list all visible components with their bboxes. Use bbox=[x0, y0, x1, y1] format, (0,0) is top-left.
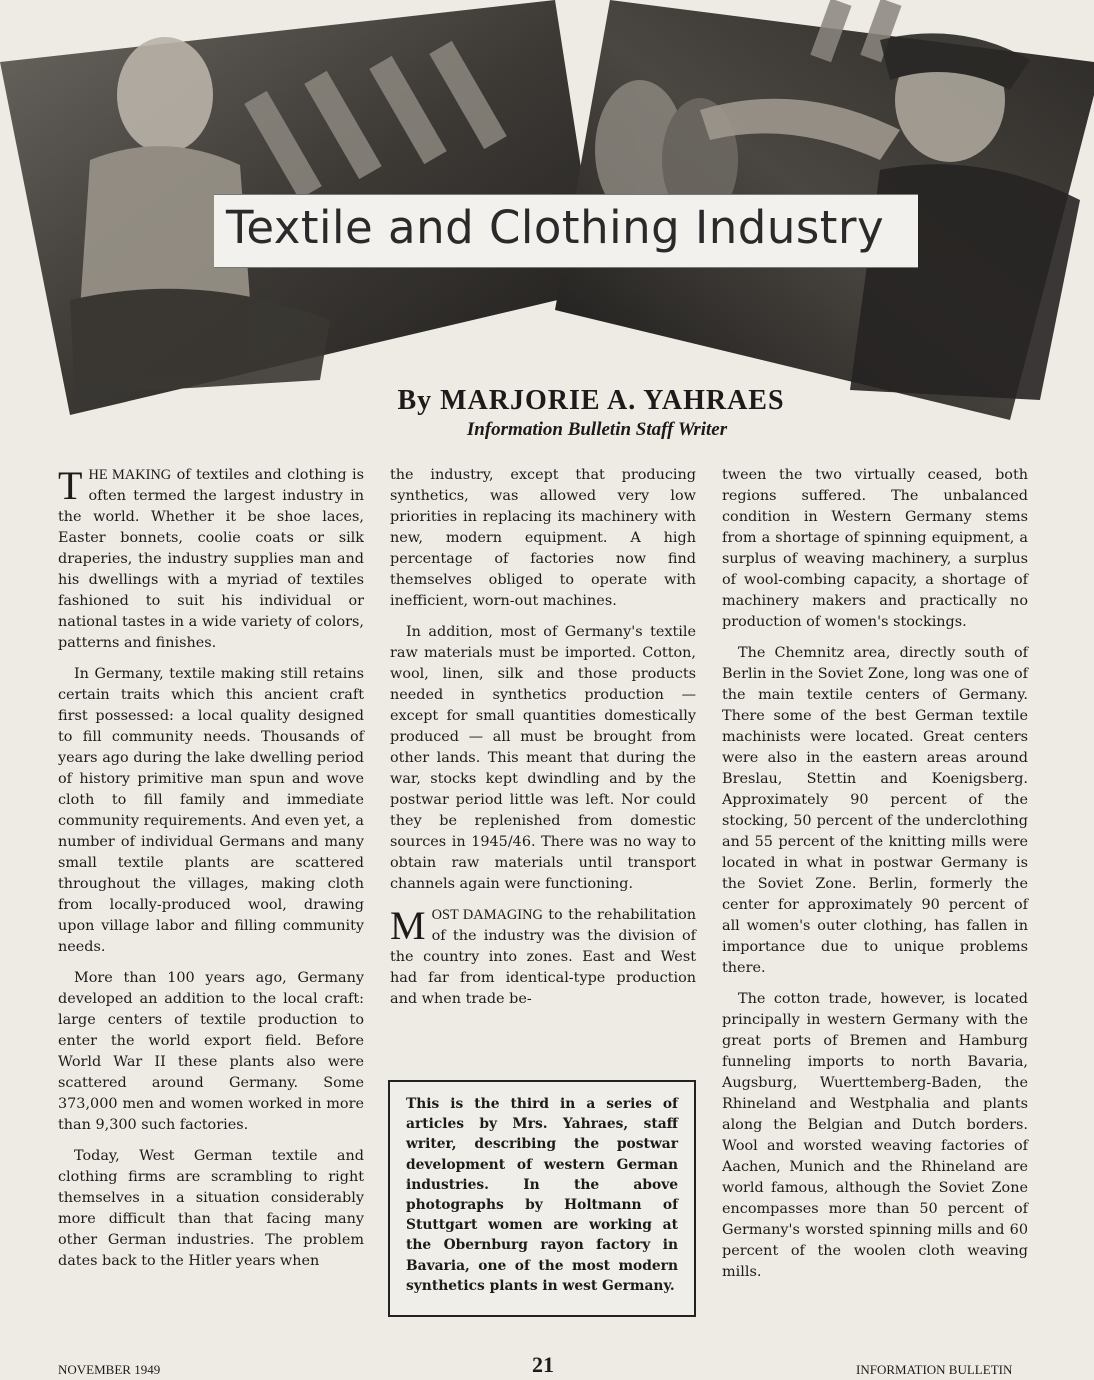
paragraph-text: of textiles and clothing is often termed the largest industry in the world. Whether it be shoe laces, Easter bonnets, coolie coats or silk draperies, the industry supplies man and his dwellings with a myriad of textiles fashioned to suit his individual or national tastes in a wide variety of colors, patterns and finishes. bbox=[58, 467, 364, 651]
paragraph bbox=[390, 905, 696, 1010]
paragraph: More than 100 years ago, Germany developed an addition to the local craft: large centers of textile production to enter the world export field. Before World War II these plants also were scattered around Germany. Some 373,000 men and women worked in more than 9,300 such factories. bbox=[58, 970, 364, 1133]
lead-in: HE MAKING bbox=[88, 467, 172, 483]
paragraph: The Chemnitz area, directly south of Berlin in the Soviet Zone, long was one of the main textile centers of Germany. There some of the best German textile machinists were located. Great centers were also in the eastern areas around Breslau, Stettin and Koenigsberg. Approximately 90 percent of the stocking, 50 percent of the underclothing and 55 percent of the knitting mills were located in what in postwar Germany is the Soviet Zone. Berlin, formerly the center for approximately 90 percent of all women's outer clothing, has fallen in importance due to unique problems there. bbox=[722, 645, 1028, 976]
drop-cap: M bbox=[390, 903, 426, 948]
paragraph bbox=[58, 465, 364, 654]
sidebar-note bbox=[388, 1080, 696, 1317]
byline bbox=[0, 385, 1094, 441]
footer-publication: INFORMATION BULLETIN bbox=[856, 1362, 1013, 1377]
article-column-1 bbox=[58, 465, 364, 1282]
author-name: By MARJORIE A. YAHRAES bbox=[397, 385, 785, 416]
sidebar-text: This is the third in a series of articles by Mrs. Yahraes, staff writer, describing the postwar development of western German industries. In the above photographs by Holtmann of Stuttgart women are working at the Obernburg rayon factory in Bavaria, one of the most modern synthetics plants in west Germany. bbox=[406, 1096, 678, 1294]
photo-banner bbox=[0, 0, 1094, 420]
paragraph: The cotton trade, however, is located principally in western Germany with the great ports of Bremen and Hamburg funneling imports to north Bavaria, Augsburg, Wuerttemberg-Baden, the Rhineland and Westphalia and plants along the Belgian and Dutch borders. Wool and worsted weaving factories of Aachen, Munich and the Rhineland are world famous, although the Soviet Zone encompasses more than 50 percent of Germany's worsted spinning mills and 60 percent of the woolen cloth weaving mills. bbox=[722, 991, 1028, 1280]
article-column-3 bbox=[722, 465, 1028, 1293]
paragraph: In Germany, textile making still retains certain traits which this ancient craft first possessed: a local quality designed to fill community needs. Thousands of years ago during the lake dwelling period of history primitive man spun and wove cloth to fill family and immediate community requirements. And even yet, a number of individual Germans and many small textile plants are scattered throughout the villages, making cloth from locally-produced wool, drawing upon village labor and filling community needs. bbox=[58, 666, 364, 955]
footer-date: NOVEMBER 1949 bbox=[58, 1362, 161, 1377]
article-column-2 bbox=[390, 465, 696, 1020]
drop-cap: T bbox=[58, 463, 83, 508]
author-role: Information Bulletin Staff Writer bbox=[466, 419, 728, 440]
paragraph: In addition, most of Germany's textile raw materials must be imported. Cotton, wool, linen, silk and those products needed in synthetics production — except for small quantities domestically produced — all must be brought from other lands. This meant that during the war, stocks kept dwindling and by the postwar period little was left. Nor could they be replenished from domestic sources in 1945/46. There was no way to obtain raw materials until transport channels again were functioning. bbox=[390, 624, 696, 892]
page-number: 21 bbox=[532, 1352, 554, 1377]
paragraph: the industry, except that producing synthetics, was allowed very low priorities in replacing its machinery with new, modern equipment. A high percentage of factories now find themselves obliged to operate with inefficient, worn-out machines. bbox=[390, 467, 696, 609]
paragraph-text: to the rehabilitation of the industry was the division of the country into zones. East and West had far from identical-type production and when trade be- bbox=[390, 907, 697, 1007]
lead-in: OST DAMAGING bbox=[431, 907, 543, 923]
article-title: Textile and Clothing Industry bbox=[226, 201, 885, 254]
title-banner bbox=[214, 194, 918, 268]
paragraph: tween the two virtually ceased, both regions suffered. The unbalanced condition in Western Germany stems from a shortage of spinning equipment, a surplus of weaving machinery, a surplus of wool-combing capacity, a shortage of machinery makers and practically no production of women's stockings. bbox=[722, 467, 1028, 630]
paragraph: Today, West German textile and clothing firms are scrambling to right themselves in a situation considerably more difficult than that facing many other German industries. The problem dates back to the Hitler years when bbox=[58, 1148, 364, 1269]
